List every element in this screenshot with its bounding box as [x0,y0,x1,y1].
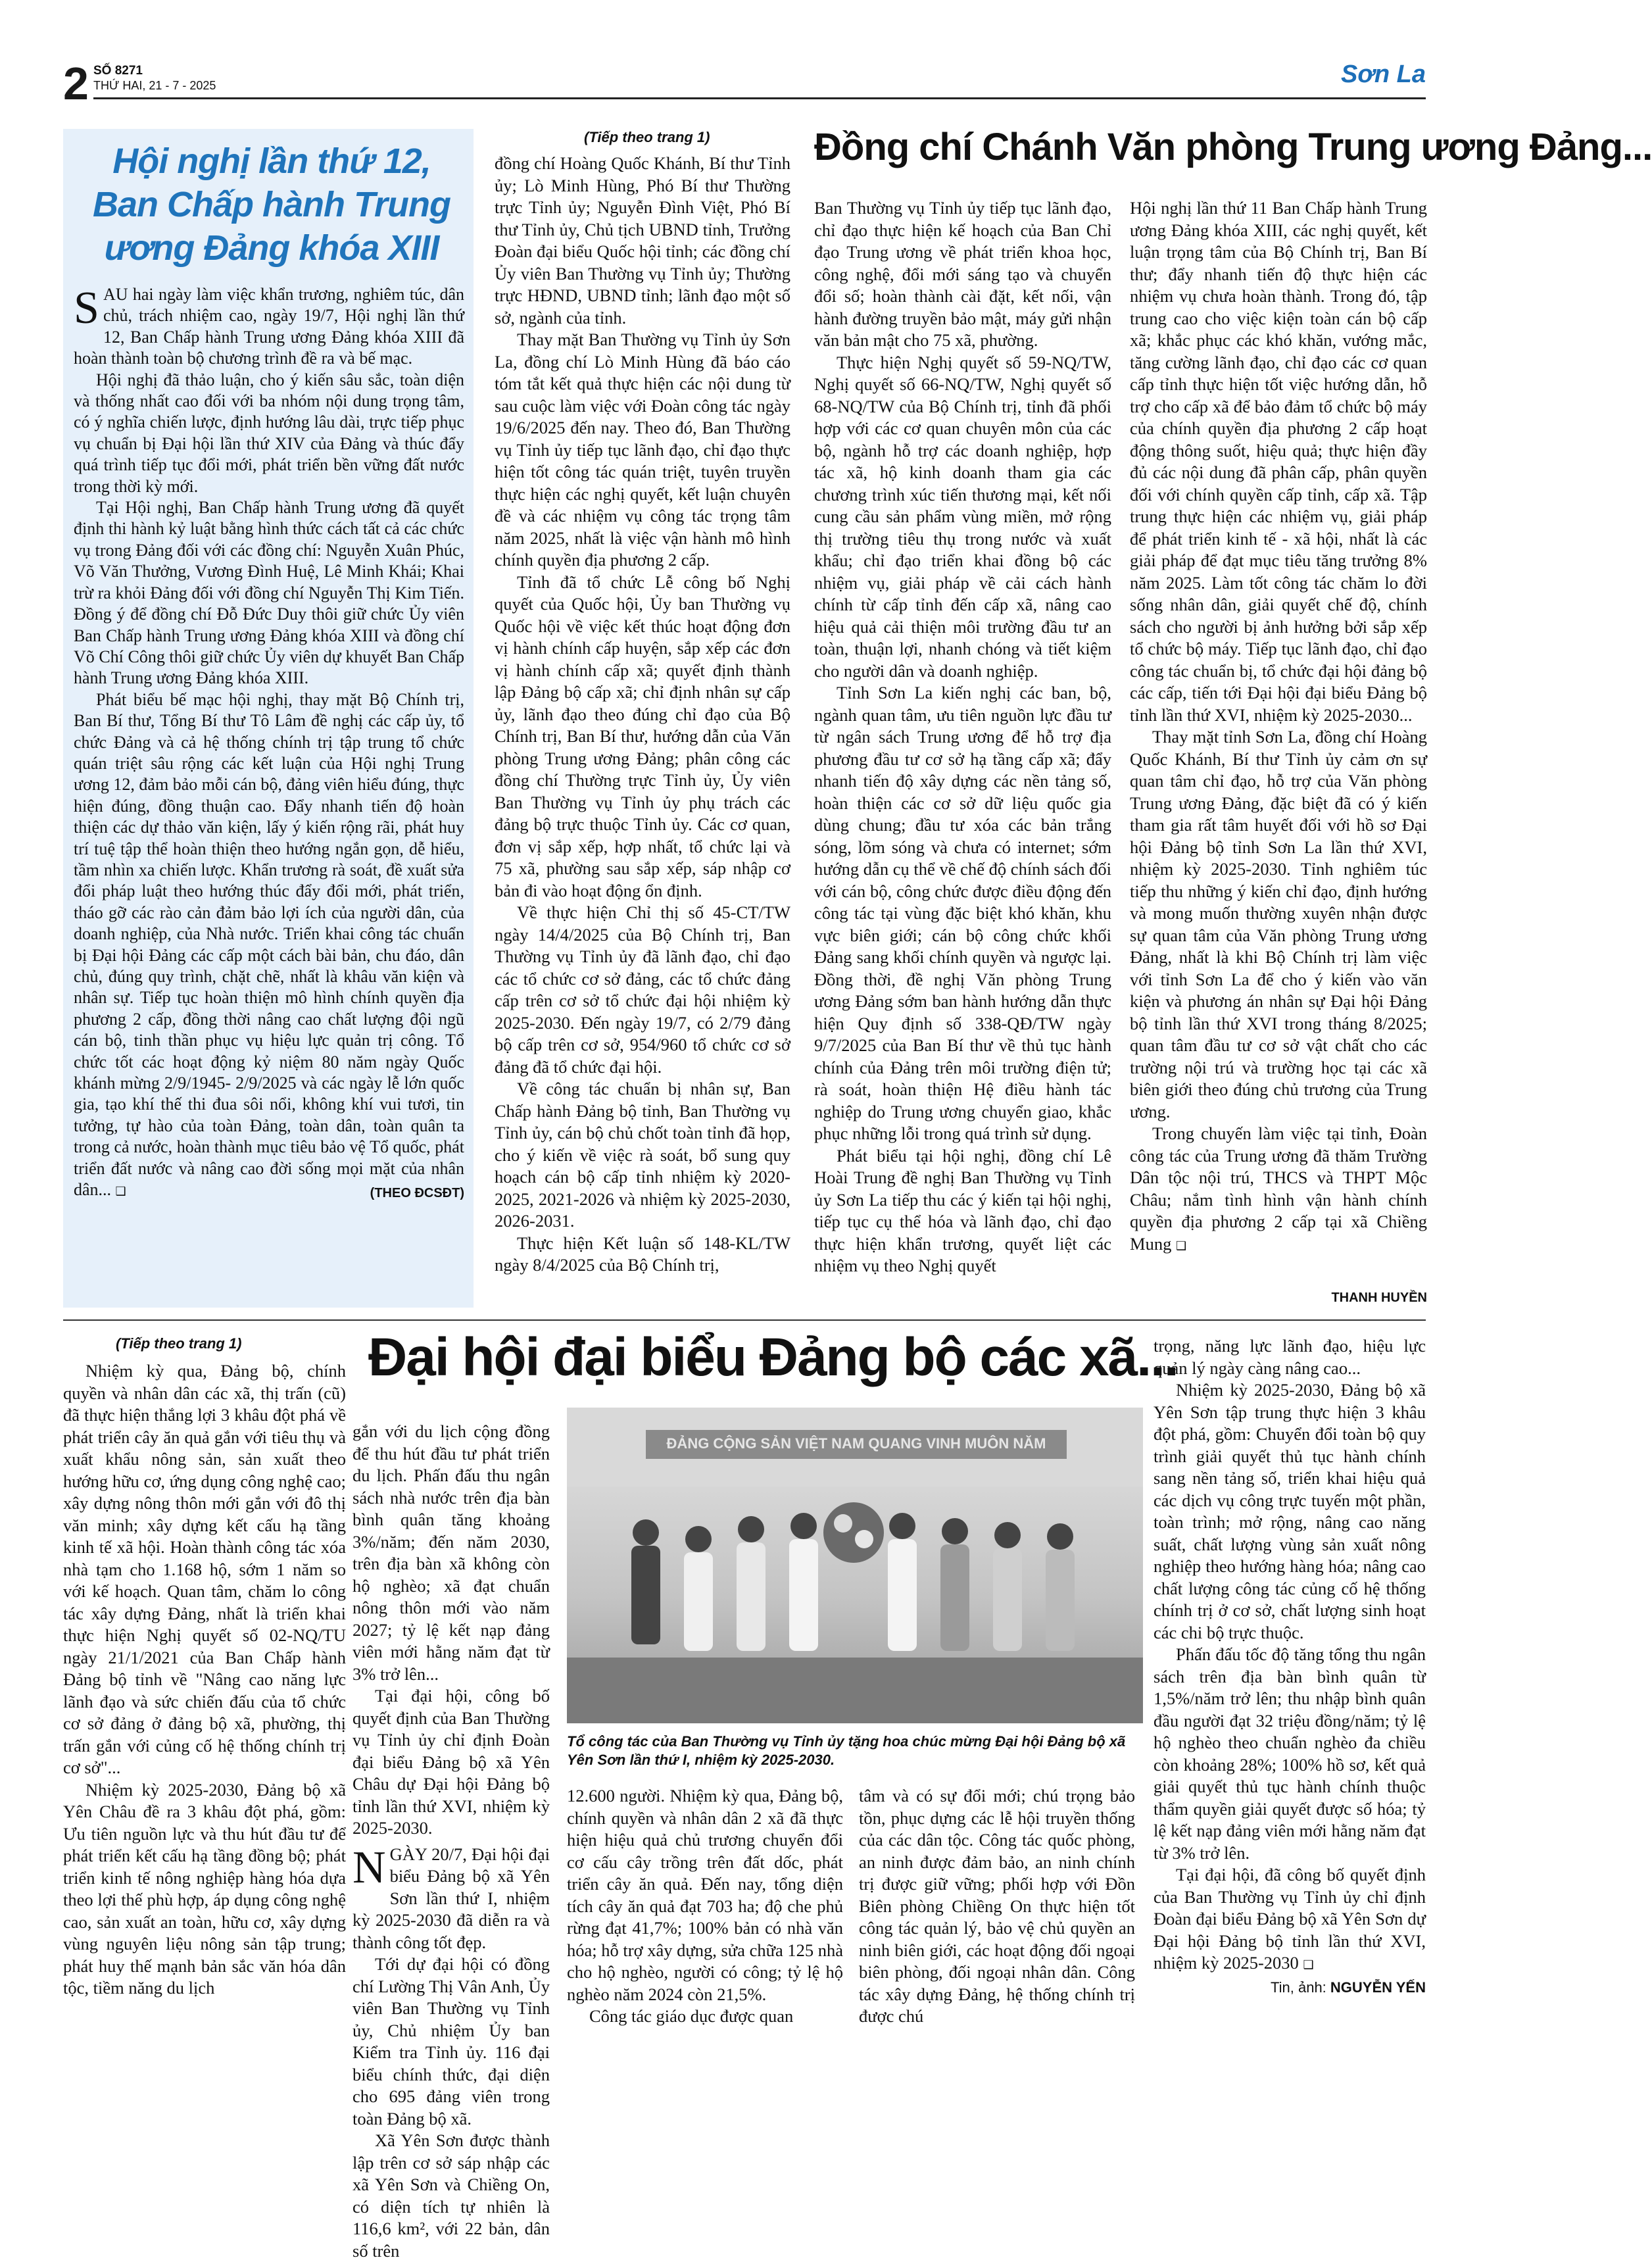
issue-number: SỐ 8271 [93,64,143,78]
section-divider [63,1319,1426,1321]
article1-title: Hội nghị lần thứ 12, Ban Chấp hành Trung ương Đảng khóa XIII [93,141,450,268]
article2-col3: Hội nghị lần thứ 11 Ban Chấp hành Trung ương Đảng khóa XIII, các nghị quyết, kết luận trọng tâm của Bộ Chính trị, Ban Bí thư; đẩy nhanh tiến độ thực hiện các nhiệm vụ chưa hoàn thành. Trong đó, tập trung cao cho việc kiện toàn cán bộ cấp xã; khắc phục các khó khăn, vướng mắc, tăng cường lãnh đạo, chỉ đạo các cơ quan cấp tỉnh thực hiện tốt việc hướng dẫn, hỗ trợ cho cấp xã để bảo đảm tổ chức bộ máy của chính quyền địa phương 2 cấp hoạt động thông suốt, hiệu quả; thực hiện đầy đủ các nội dung đã phân cấp, phân quyền đối với chính quyền cấp tỉnh, cấp xã. Tập trung thực hiện các nhiệm vụ, giải pháp để phát triển kinh tế - xã hội, nhất là các giải pháp để đạt mục tiêu tăng trưởng 8% năm 2025. Làm tốt công tác chăm lo đời sống nhân dân, giải quyết chế độ, chính sách cho người bị ảnh hưởng bởi sắp xếp tổ chức bộ máy. Tiếp tục lãnh đạo, chỉ đạo công tác chuẩn bị, tổ chức đại hội đảng bộ các cấp, tiến tới Đại hội đại biểu Đảng bộ tỉnh lần thứ XVI, nhiệm kỳ 2025-2030... Thay mặt tỉnh Sơn La, đồng chí Hoàng Quốc Khánh, Bí thư Tỉnh ủy cảm ơn sự quan tâm chỉ đạo, hỗ trợ của Văn phòng Trung ương Đảng, đặc biệt đã có ý kiến tham gia rất tâm huyết đối với hồ sơ Đại hội Đảng bộ tỉnh Sơn La lần thứ XVI, nhiệm kỳ 2025-2030. Tỉnh nghiêm túc tiếp thu những ý kiến chỉ đạo, định hướng và mong muốn thường xuyên nhận được sự quan tâm của Văn phòng Trung ương Đảng, nhất là khi Bộ Chính trị làm việc với tỉnh Sơn La để cho ý kiến vào văn kiện và phương án nhân sự Đại hội Đảng bộ tỉnh lần thứ XVI trong tháng 8/2025; quan tâm đầu tư cơ sở vật chất cho các trường nội trú và trường học tại các xã biên giới theo đúng chủ trương của Trung ương. Trong chuyến làm việc tại tỉnh, Đoàn công tác của Trung ương đã thăm Trường Dân tộc nội trú, THCS và THPT Mộc Châu; nắm tình hình vận hành chính quyền địa phương 2 cấp tại xã Chiềng Mung ❑ [1130,198,1427,1254]
article2-col2: Ban Thường vụ Tỉnh ủy tiếp tục lãnh đạo, chỉ đạo thực hiện kế hoạch của Ban Chỉ đạo Trung ương về phát triển khoa học, công nghệ, đổi mới sáng tạo và chuyển đổi số; hoàn thành cài đặt, kết nối, vận hành đường truyền bảo mật, máy gửi nhận văn bản mật cho 75 xã, phường. Thực hiện Nghị quyết số 59-NQ/TW, Nghị quyết số 66-NQ/TW, Nghị quyết số 68-NQ/TW của Bộ Chính trị, tỉnh đã phối hợp với các cơ quan chuyên môn của các bộ, ngành hỗ trợ các doanh nghiệp, hợp tác xã, hộ kinh doanh tham gia các chương trình xúc tiến thương mại, kết nối cung cầu sản phẩm vùng miền, mở rộng thị trường tiêu thụ trong nước và xuất khẩu; chỉ đạo triển khai đồng bộ các nhiệm vụ, giải pháp về cải cách hành chính từ cấp tỉnh đến cấp xã, nâng cao hiệu quả cải thiện môi trường đầu tư an toàn, thuận lợi, nhanh chóng và tiết kiệm cho người dân và doanh nghiệp. Tỉnh Sơn La kiến nghị các ban, bộ, ngành quan tâm, ưu tiên nguồn lực đầu tư từ ngân sách Trung ương để hỗ trợ địa phương đầu tư cơ sở hạ tầng cấp xã; đẩy nhanh tiến độ xây dựng các nền tảng số, hoàn thiện các cơ sở dữ liệu quốc gia dùng chung; đầu tư xóa các bản trắng sóng, lõm sóng và chưa có internet; sớm hướng dẫn cụ thể về chế độ chính sách đối với cán bộ, công chức được điều động đến công tác tại vùng đặc biệt khó khăn, khu vực biên giới; cán bộ công chức khối Đảng sang khối chính quyền và ngược lại. Đồng thời, đề nghị Văn phòng Trung ương Đảng sớm ban hành hướng dẫn thực hiện Quy định số 338-QĐ/TW ngày 9/7/2025 của Ban Bí thư về thủ tục hành chính của Đảng trên môi trường điện tử; rà soát, hoàn thiện Hệ điều hành tác nghiệp do Trung ương chuyển giao, khắc phục những lỗi trong quá trình sử dụng. Phát biểu tại hội nghị, đồng chí Lê Hoài Trung đề nghị Ban Thường vụ Tỉnh ủy Sơn La tiếp thu các ý kiến tại hội nghị, tiếp tục cụ thể hóa và lãnh đạo, chỉ đạo thực hiện khẩn trương, quyết liệt các nhiệm vụ theo Nghị quyết [814,198,1111,1275]
photo-banner: ĐẢNG CỘNG SẢN VIỆT NAM QUANG VINH MUÔN NĂM [666,1435,1046,1452]
header-rule [93,97,1426,99]
section-title: Sơn La [1341,61,1426,88]
article3-byline: Tin, ảnh: NGUYỄN YẾN [1271,1979,1426,1996]
issue-date: THỨ HAI, 21 - 7 - 2025 [93,79,216,92]
article1-body: SAU hai ngày làm việc khẩn trương, nghiêm túc, dân chủ, trách nhiệm cao, ngày 19/7, Hội nghị lần thứ 12, Ban Chấp hành Trung ương Đảng khóa XIII đã hoàn thành toàn bộ chương trình đề ra và bế mạc. Hội nghị đã thảo luận, cho ý kiến sâu sắc, toàn diện và thống nhất cao đối với ba nhóm nội dung trọng tâm, có ý nghĩa chiến lược, định hướng lâu dài, trực tiếp phục vụ chuẩn bị Đại hội lần thứ XIV của Đảng và thúc đẩy quá trình tiếp tục đổi mới, phát triển bền vững đất nước trong thời kỳ mới. Tại Hội nghị, Ban Chấp hành Trung ương đã quyết định thi hành kỷ luật bằng hình thức cách tất cả các chức vụ trong Đảng đối với các đồng chí: Nguyễn Xuân Phúc, Võ Văn Thưởng, Vương Đình Huệ, Lê Minh Khái; Khai trừ ra khỏi Đảng đối với đồng chí Nguyễn Thị Kim Tiến. Đồng ý để đồng chí Đỗ Đức Duy thôi giữ chức Ủy viên Ban Chấp hành Trung ương Đảng khóa XIII và đồng chí Võ Chí Công thôi giữ chức Ủy viên dự khuyết Ban Chấp hành Trung ương Đảng khóa XIII. Phát biểu bế mạc hội nghị, thay mặt Bộ Chính trị, Ban Bí thư, Tổng Bí thư Tô Lâm đề nghị các cấp ủy, tổ chức Đảng và cả hệ thống chính trị tập trung tổ chức quán triệt sâu rộng các kết luận của Hội nghị Trung ương 12, đảm bảo mỗi cán bộ, đảng viên hiểu đúng, thực hiện đúng, đồng thuận cao. Đẩy nhanh tiến độ hoàn thiện các dự thảo văn kiện, lấy ý kiến rộng rãi, phát huy trí tuệ tập thể hoàn thiện theo hướng ngắn gọn, dễ hiểu, tầm nhìn xa chiến lược. Khẩn trương rà soát, đề xuất sửa đổi pháp luật theo hướng thúc đẩy đổi mới, phát triển, tháo gỡ các rào cản đảm bảo lợi ích của người dân, của doanh nghiệp, của Nhà nước. Triển khai công tác chuẩn bị Đại hội Đảng các cấp một cách bài bản, chu đáo, dân chủ, đúng quy trình, chặt chẽ, nhất là khâu văn kiện và nhân sự. Tiếp tục hoàn thiện mô hình chính quyền địa phương 2 cấp, đồng thời nâng cao chất lượng đội ngũ cán bộ, tinh thần phục vụ hiệu lực quản trị công. Tổ chức tốt các hoạt động kỷ niệm 80 năm ngày Quốc khánh mừng 2/9/1945- 2/9/2025 và các ngày lễ lớn quốc gia, tạo khí thế thi đua sôi nổi, không khí vui tươi, tin tưởng, tự hào của toàn Đảng, toàn dân, toàn quân ta trong cả nước, hoàn thành mục tiêu bảo vệ Tổ quốc, phát triển đất nước và nâng cao đời sống mọi mặt của nhân dân... ❑ (THEO ĐCSĐT) [74,284,464,1204]
article3-col-b2: tâm và có sự đổi mới; chú trọng bảo tồn, phục dựng các lễ hội truyền thống của các dân tộc. Công tác quốc phòng, an ninh được đảm bảo, an ninh chính trị được giữ vững; phối hợp với Đồn Biên phòng Chiềng On thực hiện tốt công tác quản lý, bảo vệ chủ quyền an ninh biên giới, các hoạt động đối ngoại biên phòng, đối ngoại nhân dân. Công tác xây dựng Đảng, hệ thống chính trị được chú [859,1786,1135,2026]
article2-col1: đồng chí Hoàng Quốc Khánh, Bí thư Tỉnh ủy; Lò Minh Hùng, Phó Bí thư Thường trực Tỉnh ủy; Nguyễn Đình Việt, Phó Bí thư Tỉnh ủy, Chủ tịch UBND tỉnh, Trưởng Đoàn đại biểu Quốc hội tỉnh; các đồng chí Ủy viên Ban Thường vụ Tỉnh ủy; Thường trực HĐND, UBND tỉnh; lãnh đạo một số sở, ngành của tỉnh. Thay mặt Ban Thường vụ Tỉnh ủy Sơn La, đồng chí Lò Minh Hùng đã báo cáo tóm tắt kết quả thực hiện các nội dung từ sau cuộc làm việc với Đoàn công tác ngày 19/6/2025 đến nay. Theo đó, Ban Thường vụ Tỉnh ủy tiếp tục lãnh đạo, chỉ đạo thực hiện tốt công tác quán triệt, tuyên truyền thực hiện các nghị quyết, kết luận chuyên đề và các nhiệm vụ công tác trọng tâm năm 2025, nhất là việc vận hành mô hình chính quyền địa phương 2 cấp. Tỉnh đã tổ chức Lễ công bố Nghị quyết của Quốc hội, Ủy ban Thường vụ Quốc hội về việc kết thúc hoạt động đơn vị hành chính cấp huyện, sắp xếp các đơn vị hành chính cấp xã; quyết định thành lập Đảng bộ cấp xã; chỉ định nhân sự cấp ủy, lãnh đạo theo đúng chỉ đạo của Bộ Chính trị, Ban Bí thư, hướng dẫn của Văn phòng Trung ương Đảng; phân công các đồng chí Thường trực Tỉnh ủy, Ủy viên Ban Thường vụ Tỉnh ủy phụ trách các đảng bộ trực thuộc Tỉnh ủy. Các cơ quan, đơn vị sắp xếp, hợp nhất, tổ chức lại và 75 xã, phường sau sắp xếp, sáp nhập cơ bản đi vào hoạt động ổn định. Về thực hiện Chỉ thị số 45-CT/TW ngày 14/4/2025 của Bộ Chính trị, Ban Thường vụ Tỉnh ủy đã lãnh đạo, chỉ đạo các tổ chức cơ sở đảng, các tổ chức đảng cấp trên cơ sở tổ chức đại hội nhiệm kỳ 2025-2030. Đến ngày 19/7, có 2/79 đảng bộ cấp trên cơ sở, 954/960 tổ chức cơ sở đảng đã tổ chức đại hội. Về công tác chuẩn bị nhân sự, Ban Chấp hành Đảng bộ tỉnh, Ban Thường vụ Tỉnh ủy, cán bộ chủ chốt toàn tỉnh đã họp, cho ý kiến về việc rà soát, bổ sung quy hoạch cán bộ cấp tỉnh nhiệm kỳ 2020-2025, 2021-2026 và nhiệm kỳ 2025-2030, 2026-2031. Thực hiện Kết luận số 148-KL/TW ngày 8/4/2025 của Bộ Chính trị, [495,153,790,1275]
article3-col-right: trọng, năng lực lãnh đạo, hiệu lực quản lý ngày càng nâng cao... Nhiệm kỳ 2025-2030, Đảng bộ xã Yên Sơn tập trung thực hiện 3 khâu đột phá, gồm: Chuyển đổi toàn bộ quy trình giải quyết thủ tục hành chính sang nền tảng số, triển khai hiệu quả các dịch vụ công trực tuyến một phần, toàn trình; mở rộng, nâng cao năng suất, chất lượng vùng sản xuất nông nghiệp theo hướng hàng hóa; nâng cao chất lượng công tác củng cố hệ thống chính trị ở cơ sở, chất lượng sinh hoạt các chi bộ trực thuộc. Phấn đấu tốc độ tăng tổng thu ngân sách trên địa bàn bình quân từ 1,5%/năm trở lên; thu nhập bình quân đầu người đạt 32 triệu đồng/năm; tỷ lệ hộ nghèo theo chuẩn nghèo đa chiều còn khoảng 28%; 100% hồ sơ, kết quả giải quyết thủ tục hành chính thuộc thẩm quyền giải quyết được số hóa; tỷ lệ kết nạp đảng viên mới hằng năm đạt từ 3% trở lên. Tại đại hội, đã công bố quyết định của Ban Thường vụ Tỉnh ủy chỉ định Đoàn đại biểu Đảng bộ xã Yên Sơn dự Đại hội Đảng bộ tỉnh lần thứ XVI, nhiệm kỳ 2025-2030 ❑ Tin, ảnh: NGUYỄN YẾN [1154,1335,1426,1998]
article2-byline: THANH HUYỀN [1331,1291,1427,1305]
issue-info [93,63,216,93]
article3-col-mid: gắn với du lịch cộng đồng để thu hút đầu tư phát triển du lịch. Phấn đấu thu ngân sách nhà nước trên địa bàn bình quân tăng khoảng 3%/năm; đến năm 2030, trên địa bàn xã không còn hộ nghèo; xã đạt chuẩn nông thôn mới vào năm 2027; tỷ lệ kết nạp đảng viên mới hằng năm đạt từ 3% trở lên... Tại đại hội, công bố quyết định của Ban Thường vụ Tỉnh ủy chỉ định Đoàn đại biểu Đảng bộ xã Yên Châu dự Đại hội Đảng bộ tỉnh lần thứ XVI, nhiệm kỳ 2025-2030. NGÀY 20/7, Đại hội đại biểu Đảng bộ xã Yên Sơn lần thứ I, nhiệm kỳ 2025-2030 đã diễn ra và thành công tốt đẹp. Tới dự đại hội có đồng chí Lường Thị Vân Anh, Ủy viên Ban Thường vụ Tỉnh ủy, Chủ nhiệm Ủy ban Kiểm tra Tỉnh ủy. 116 đại biểu chính thức, đại diện cho 695 đảng viên trong toàn Đảng bộ xã. Xã Yên Sơn được thành lập trên cơ sở sáp nhập các xã Yên Sơn và Chiềng On, có diện tích tự nhiên là 116,6 km², với 22 bản, dân số trên [352,1421,550,2261]
article3-title: Đại hội đại biểu Đảng bộ các xã... [368,1327,1178,1387]
article1-dropcap: S [74,283,99,333]
page-number: 2 [63,58,89,109]
article3-col-b1: 12.600 người. Nhiệm kỳ qua, Đảng bộ, chính quyền và nhân dân 2 xã đã thực hiện hiệu quả chủ trương chuyển đổi cơ cấu cây trồng trên đất dốc, phát triển cây ăn quả. Đến nay, tổng diện tích cây ăn quả đạt 703 ha; độ che phủ rừng đạt 41,7%; 100% bản có nhà văn hóa; hỗ trợ xây dựng, sửa chữa 125 nhà cho hộ nghèo, người có công; tỷ lệ hộ nghèo năm 2024 còn 21,5%. Công tác giáo dục được quan [567,1786,843,2026]
article1-byline: (THEO ĐCSĐT) [370,1186,464,1201]
article2-continued: (Tiếp theo trang 1) [584,129,710,145]
article3-continued: (Tiếp theo trang 1) [116,1335,242,1352]
photo-caption: Tổ công tác của Ban Thường vụ Tỉnh ủy tặng hoa chúc mừng Đại hội Đảng bộ xã Yên Sơn lần thứ I, nhiệm kỳ 2025-2030. [567,1733,1126,1768]
article3-dropcap: N [352,1842,386,1893]
article3-col-left: Nhiệm kỳ qua, Đảng bộ, chính quyền và nhân dân các xã, thị trấn (cũ) đã thực hiện thắng lợi 3 khâu đột phá về phát triển cây ăn quả gắn với tiêu thụ và xuất khẩu nông sản, sản xuất theo hướng hữu cơ, ứng dụng công nghệ cao; xây dựng nông thôn mới gắn với đô thị văn minh; xây dựng kết cấu hạ tầng kinh tế xã hội. Hoàn thành công tác xóa nhà tạm cho 1.168 hộ, sớm 1 năm so với kế hoạch. Quan tâm, chăm lo công tác xây dựng Đảng, nhất là triển khai thực hiện Nghị quyết số 02-NQ/TU ngày 21/1/2021 của Ban Chấp hành Đảng bộ tỉnh về "Nâng cao năng lực lãnh đạo và sức chiến đấu của tổ chức cơ sở đảng ở đảng bộ xã, phường, thị trấn gắn với củng cố hệ thống chính trị cơ sở"... Nhiệm kỳ 2025-2030, Đảng bộ xã Yên Châu đề ra 3 khâu đột phá, gồm: Ưu tiên nguồn lực và thu hút đầu tư để phát triển kết cấu hạ tầng đồng bộ; phát triển kinh tế nông nghiệp hàng hóa dựa theo lợi thế phù hợp, áp dụng công nghệ cao, sản xuất an toàn, hữu cơ, xây dựng vùng nguyên liệu nông sản tập trung; phát huy thế mạnh bản sắc văn hóa dân tộc, tiềm năng du lịch [63,1361,346,1998]
congress-photo [567,1408,1143,1723]
photo-illustration [567,1408,1143,1723]
article2-title: Đồng chí Chánh Văn phòng Trung ương Đảng... [814,126,1652,168]
